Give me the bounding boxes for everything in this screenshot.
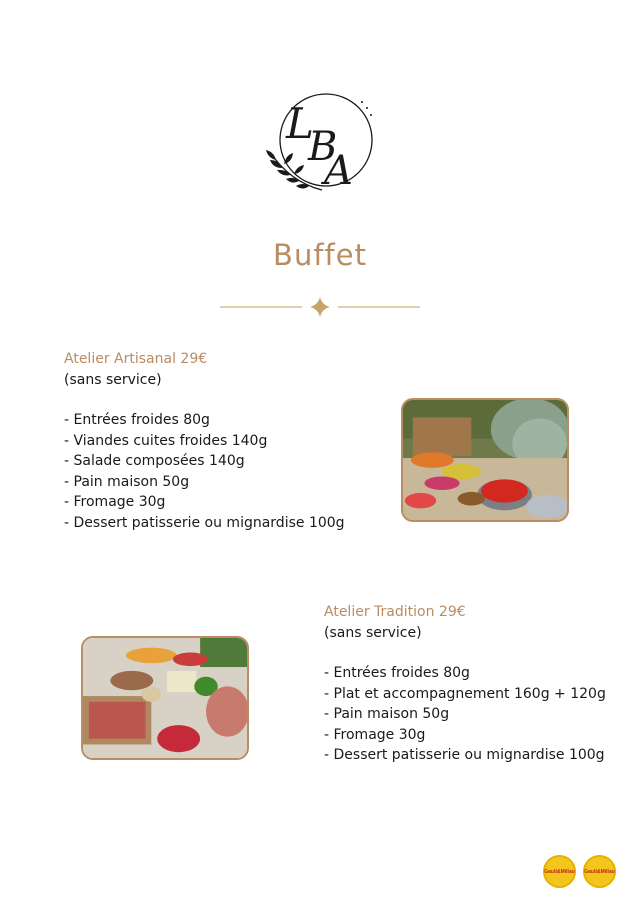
menu-items	[64, 410, 345, 533]
list-item: - Fromage 30g	[64, 494, 166, 510]
list-item: - Pain maison 50g	[324, 706, 450, 722]
list-item: - Viandes cuites froides 140g	[64, 432, 268, 449]
logo-letter-a: A	[324, 148, 353, 194]
logo-letter-b: B	[308, 124, 338, 170]
list-item: - Dessert patisserie ou mignardise 100g	[324, 747, 605, 763]
list-item: - Entrées froides 80g	[64, 412, 210, 428]
list-item: - Fromage 30g	[324, 726, 426, 743]
buffet-photo-artisanal	[401, 398, 569, 522]
menu-subtitle: (sans service)	[64, 371, 162, 388]
monogram-wreath-icon	[262, 86, 382, 198]
page-title: Buffet	[273, 238, 367, 272]
menu-items	[324, 663, 606, 766]
logo-letter-l: L	[286, 99, 314, 148]
menu-title: Atelier Artisanal 29€	[64, 351, 208, 367]
menu-tradition	[324, 602, 606, 766]
menu-title: Atelier Tradition 29€	[324, 604, 466, 620]
list-item: - Entrées froides 80g	[324, 665, 470, 681]
gault-millau-badge	[583, 855, 616, 888]
gault-millau-badge	[543, 855, 576, 888]
list-item: - Pain maison 50g	[64, 473, 190, 490]
menu-subtitle: (sans service)	[324, 624, 422, 641]
badge-label: Gault&Millau	[584, 868, 615, 875]
buffet-photo-tradition	[81, 636, 249, 760]
menu-artisanal	[64, 349, 345, 533]
logo	[262, 86, 382, 198]
four-point-star-icon	[310, 297, 330, 317]
title-divider	[220, 296, 420, 318]
list-item: - Plat et accompagnement 160g + 120g	[324, 685, 606, 702]
badge-label: Gault&Millau	[544, 868, 575, 875]
list-item: - Dessert patisserie ou mignardise 100g	[64, 514, 345, 531]
list-item: - Salade composées 140g	[64, 453, 245, 469]
